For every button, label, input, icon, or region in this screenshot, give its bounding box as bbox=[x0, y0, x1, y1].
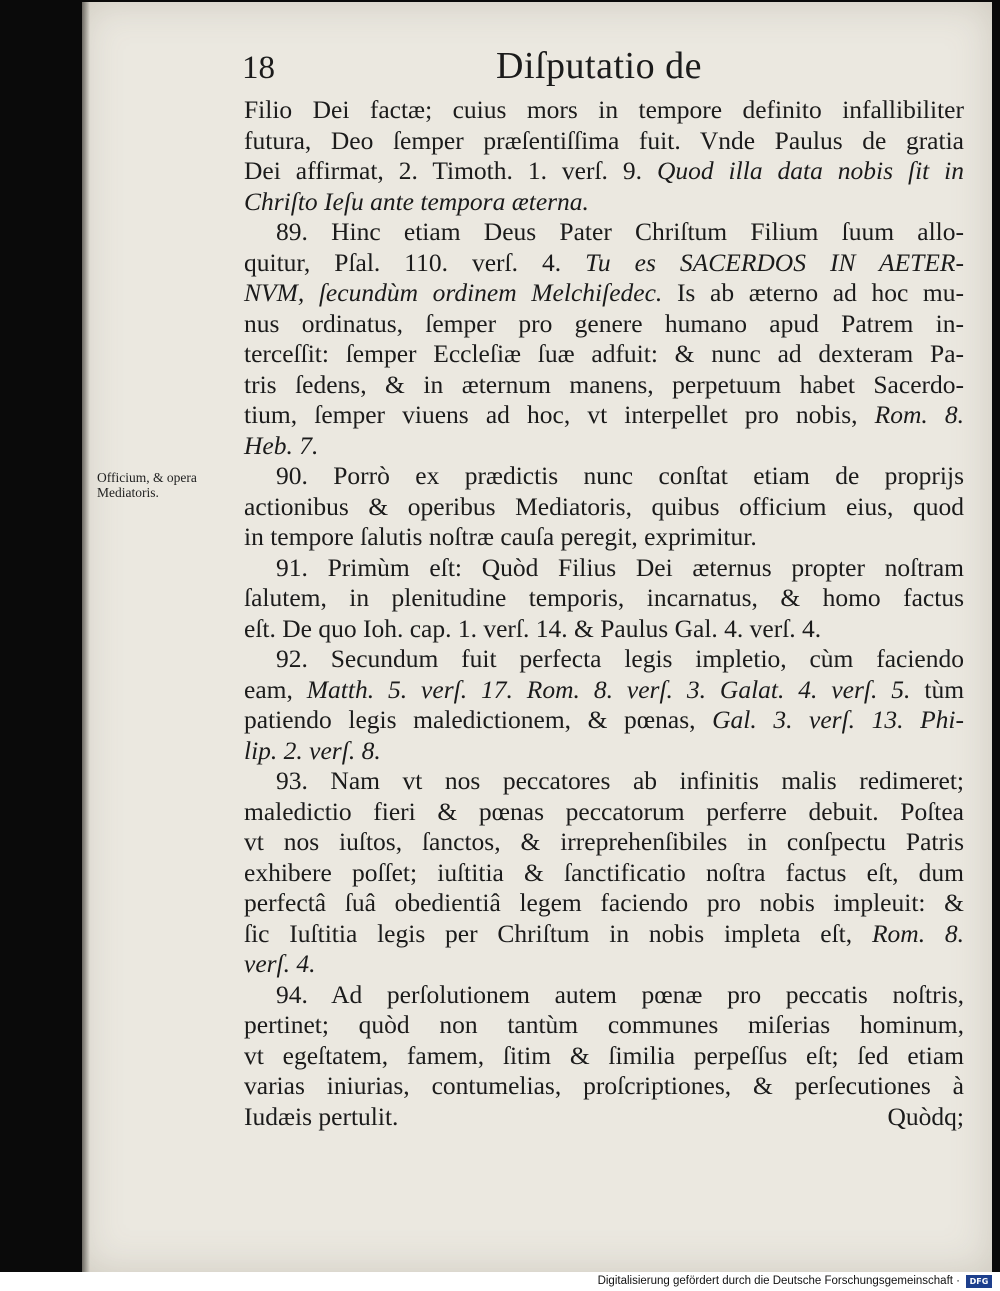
text-line: lip. 2. verſ. 8. bbox=[244, 735, 381, 765]
text-line: nus ordinatus, ſemper pro genere humano apud Patrem in- bbox=[244, 308, 964, 338]
text-line: terceſſit: ſemper Eccleſiæ ſuæ adfuit: & nunc ad dexteram Pa- bbox=[244, 339, 964, 368]
text-line: quitur, Pſal. 110. verſ. 4. Tu es SACERDOS IN AETER- bbox=[244, 247, 964, 277]
margin-note-line: Officium, & opera bbox=[97, 470, 197, 485]
running-title: Diſputatio de bbox=[496, 45, 702, 87]
paragraph-93-start: 93. Nam vt nos peccatores ab infinitis malis redimeret; bbox=[276, 766, 964, 795]
text-line: NVM, ſecundùm ordinem Melchiſedec. Is ab æterno ad hoc mu- bbox=[244, 278, 964, 307]
text-line: ſalutem, in plenitudine temporis, incarnatus, & homo factus bbox=[244, 583, 964, 612]
text-line: tium, ſemper viuens ad hoc, vt interpellet pro nobis, Rom. 8. bbox=[244, 400, 965, 429]
text-line: perfectâ ſuâ obedientiâ legem faciendo pro nobis impleuit: & bbox=[244, 888, 964, 917]
text-line: Heb. 7. bbox=[244, 430, 319, 460]
margin-note-line: Mediatoris. bbox=[97, 485, 159, 500]
margin-note bbox=[97, 470, 197, 500]
text-line: eſt. De quo Ioh. cap. 1. verſ. 14. & Paulus Gal. 4. verſ. 4. bbox=[244, 613, 822, 643]
paragraph-91-start: 91. Primùm eſt: Quòd Filius Dei æternus propter noſtram bbox=[276, 552, 964, 582]
text-line: Dei affirmat, 2. Timoth. 1. verſ. 9. Quod illa data nobis ſit in bbox=[244, 156, 965, 185]
text-line: Iudæis pertulit. Quòdq; bbox=[244, 1101, 964, 1131]
dfg-logo-icon: DFG bbox=[966, 1275, 992, 1288]
text-line: varias iniurias, contumelias, proſcriptiones, & perſecutiones à bbox=[244, 1071, 964, 1100]
text-line: maledictio fieri & pœnas peccatorum perferre debuit. Poſtea bbox=[244, 796, 964, 826]
text-line: ſic Iuſtitia legis per Chriſtum in nobis impleta eſt, Rom. 8. bbox=[244, 918, 964, 948]
paragraph-92-start: 92. Secundum fuit perfecta legis impletio, cùm faciendo bbox=[276, 644, 964, 673]
text-line: in tempore ſalutis noſtræ cauſa peregit, exprimitur. bbox=[244, 522, 757, 551]
text-line: actionibus & operibus Mediatoris, quibus officium eius, quod bbox=[244, 491, 964, 521]
digitization-footer bbox=[0, 1272, 1000, 1291]
text-line: futura, Deo ſemper præſentiſſima fuit. Vnde Paulus de gratia bbox=[244, 125, 964, 155]
text-line: eam, Matth. 5. verſ. 17. Rom. 8. verſ. 3. Galat. 4. verſ. 5. tùm bbox=[244, 674, 965, 704]
text-line: vt nos iuſtos, ſanctos, & irreprehenſibiles in conſpectu Patris bbox=[244, 827, 964, 856]
page-number: 18 bbox=[242, 50, 275, 86]
text-line: verſ. 4. bbox=[244, 949, 316, 978]
text-line: exhibere poſſet; iuſtitia & ſanctificatio noſtra factus eſt, dum bbox=[244, 857, 964, 887]
body-text bbox=[244, 95, 964, 1132]
paragraph-89-start: 89. Hinc etiam Deus Pater Chriſtum Filium ſuum allo- bbox=[276, 217, 964, 246]
text-line: Filio Dei factæ; cuius mors in tempore definito infallibiliter bbox=[244, 95, 964, 124]
footer-credit: Digitalisierung gefördert durch die Deutsche Forschungsgemeinschaft · bbox=[597, 1275, 960, 1287]
text-line: vt egeſtatem, famem, ſitim & ſimilia perpeſſus eſt; ſed etiam bbox=[244, 1040, 964, 1070]
text-line: tris ſedens, & in æternum manens, perpetuum habet Sacerdo- bbox=[244, 369, 964, 399]
paragraph-90-start: 90. Porrò ex prædictis nunc conſtat etiam de proprijs bbox=[276, 461, 964, 490]
text-line: Chriſto Ieſu ante tempora æterna. bbox=[244, 186, 589, 216]
catchword: Quòdq; bbox=[887, 1101, 964, 1131]
text-line: patiendo legis maledictionem, & pœnas, Gal. 3. verſ. 13. Phi- bbox=[244, 705, 964, 734]
page-gutter-shadow bbox=[82, 2, 90, 1272]
paragraph-94-start: 94. Ad perſolutionem autem pœnæ pro peccatis noſtris, bbox=[276, 979, 964, 1009]
text-line: pertinet; quòd non tantùm communes miſerias hominum, bbox=[244, 1010, 964, 1039]
